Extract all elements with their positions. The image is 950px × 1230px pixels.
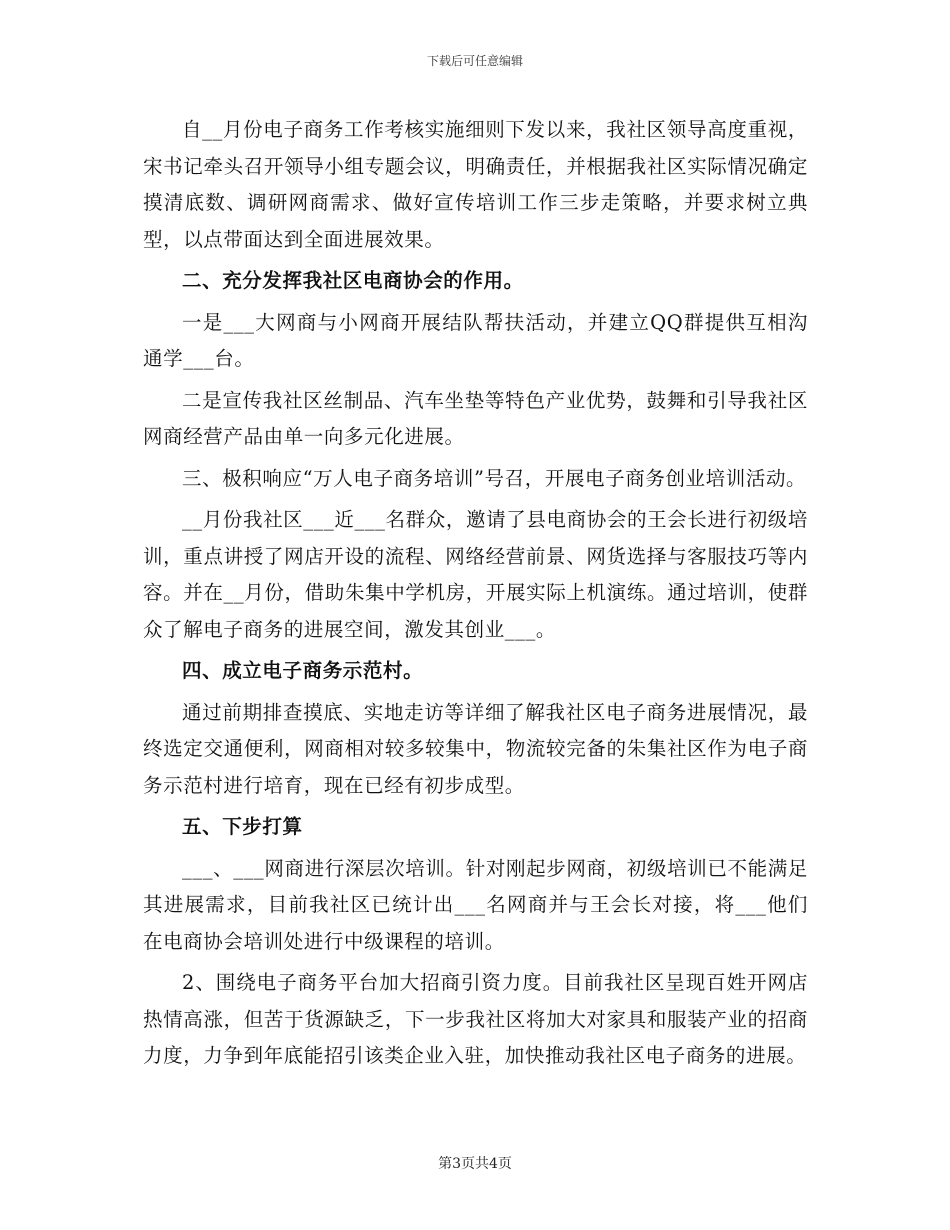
document-body	[143, 112, 808, 1080]
body-paragraph: 自__月份电子商务工作考核实施细则下发以来，我社区领导高度重视，宋书记牵头召开领导小组专题会议，明确责任，并根据我社区实际情况确定摸清底数、调研网商需求、做好宣传培训工作三步走策略，并要求树立典型，以点带面达到全面进展效果。	[143, 118, 808, 251]
section-heading: 四、成立电子商务示范村。	[182, 659, 424, 682]
section-heading: 二、充分发挥我社区电商协会的作用。	[182, 269, 524, 292]
body-paragraph: 一是___大网商与小网商开展结队帮扶活动，并建立QQ群提供互相沟通学___台。	[143, 310, 808, 370]
body-paragraph: ___、___网商进行深层次培训。针对刚起步网商，初级培训已不能满足其进展需求，目前我社区已统计出___名网商并与王会长对接，将___他们在电商协会培训处进行中级课程的培训。	[143, 856, 808, 953]
page-number-footer: 第3页共4页	[438, 1156, 512, 1172]
body-paragraph: 2、围绕电子商务平台加大招商引资力度。目前我社区呈现百姓开网店热情高涨，但苦于货源缺乏，下一步我社区将加大对家具和服装产业的招商力度，力争到年底能招引该类企业入驻，加快推动我社区电子商务的进展。	[143, 971, 808, 1067]
page-header: 下载后可任意编辑	[426, 54, 523, 68]
body-paragraph: 二是宣传我社区丝制品、汽车坐垫等特色产业优势，鼓舞和引导我社区网商经营产品由单一向多元化进展。	[143, 388, 808, 448]
body-paragraph: __月份我社区___近___名群众，邀请了县电商协会的王会长进行初级培训，重点讲授了网店开设的流程、网络经营前景、网货选择与客服技巧等内容。并在__月份，借助朱集中学机房，开展实际上机演练。通过培训，使群众了解电子商务的进展空间，激发其创业___。	[143, 508, 808, 641]
body-paragraph: 三、极积响应“万人电子商务培训”号召，开展电子商务创业培训活动。	[182, 466, 807, 490]
section-heading: 五、下步打算	[182, 815, 303, 838]
body-paragraph: 通过前期排查摸底、实地走访等详细了解我社区电子商务进展情况，最终选定交通便利，网商相对较多较集中，物流较完备的朱集社区作为电子商务示范村进行培育，现在已经有初步成型。	[143, 700, 808, 797]
